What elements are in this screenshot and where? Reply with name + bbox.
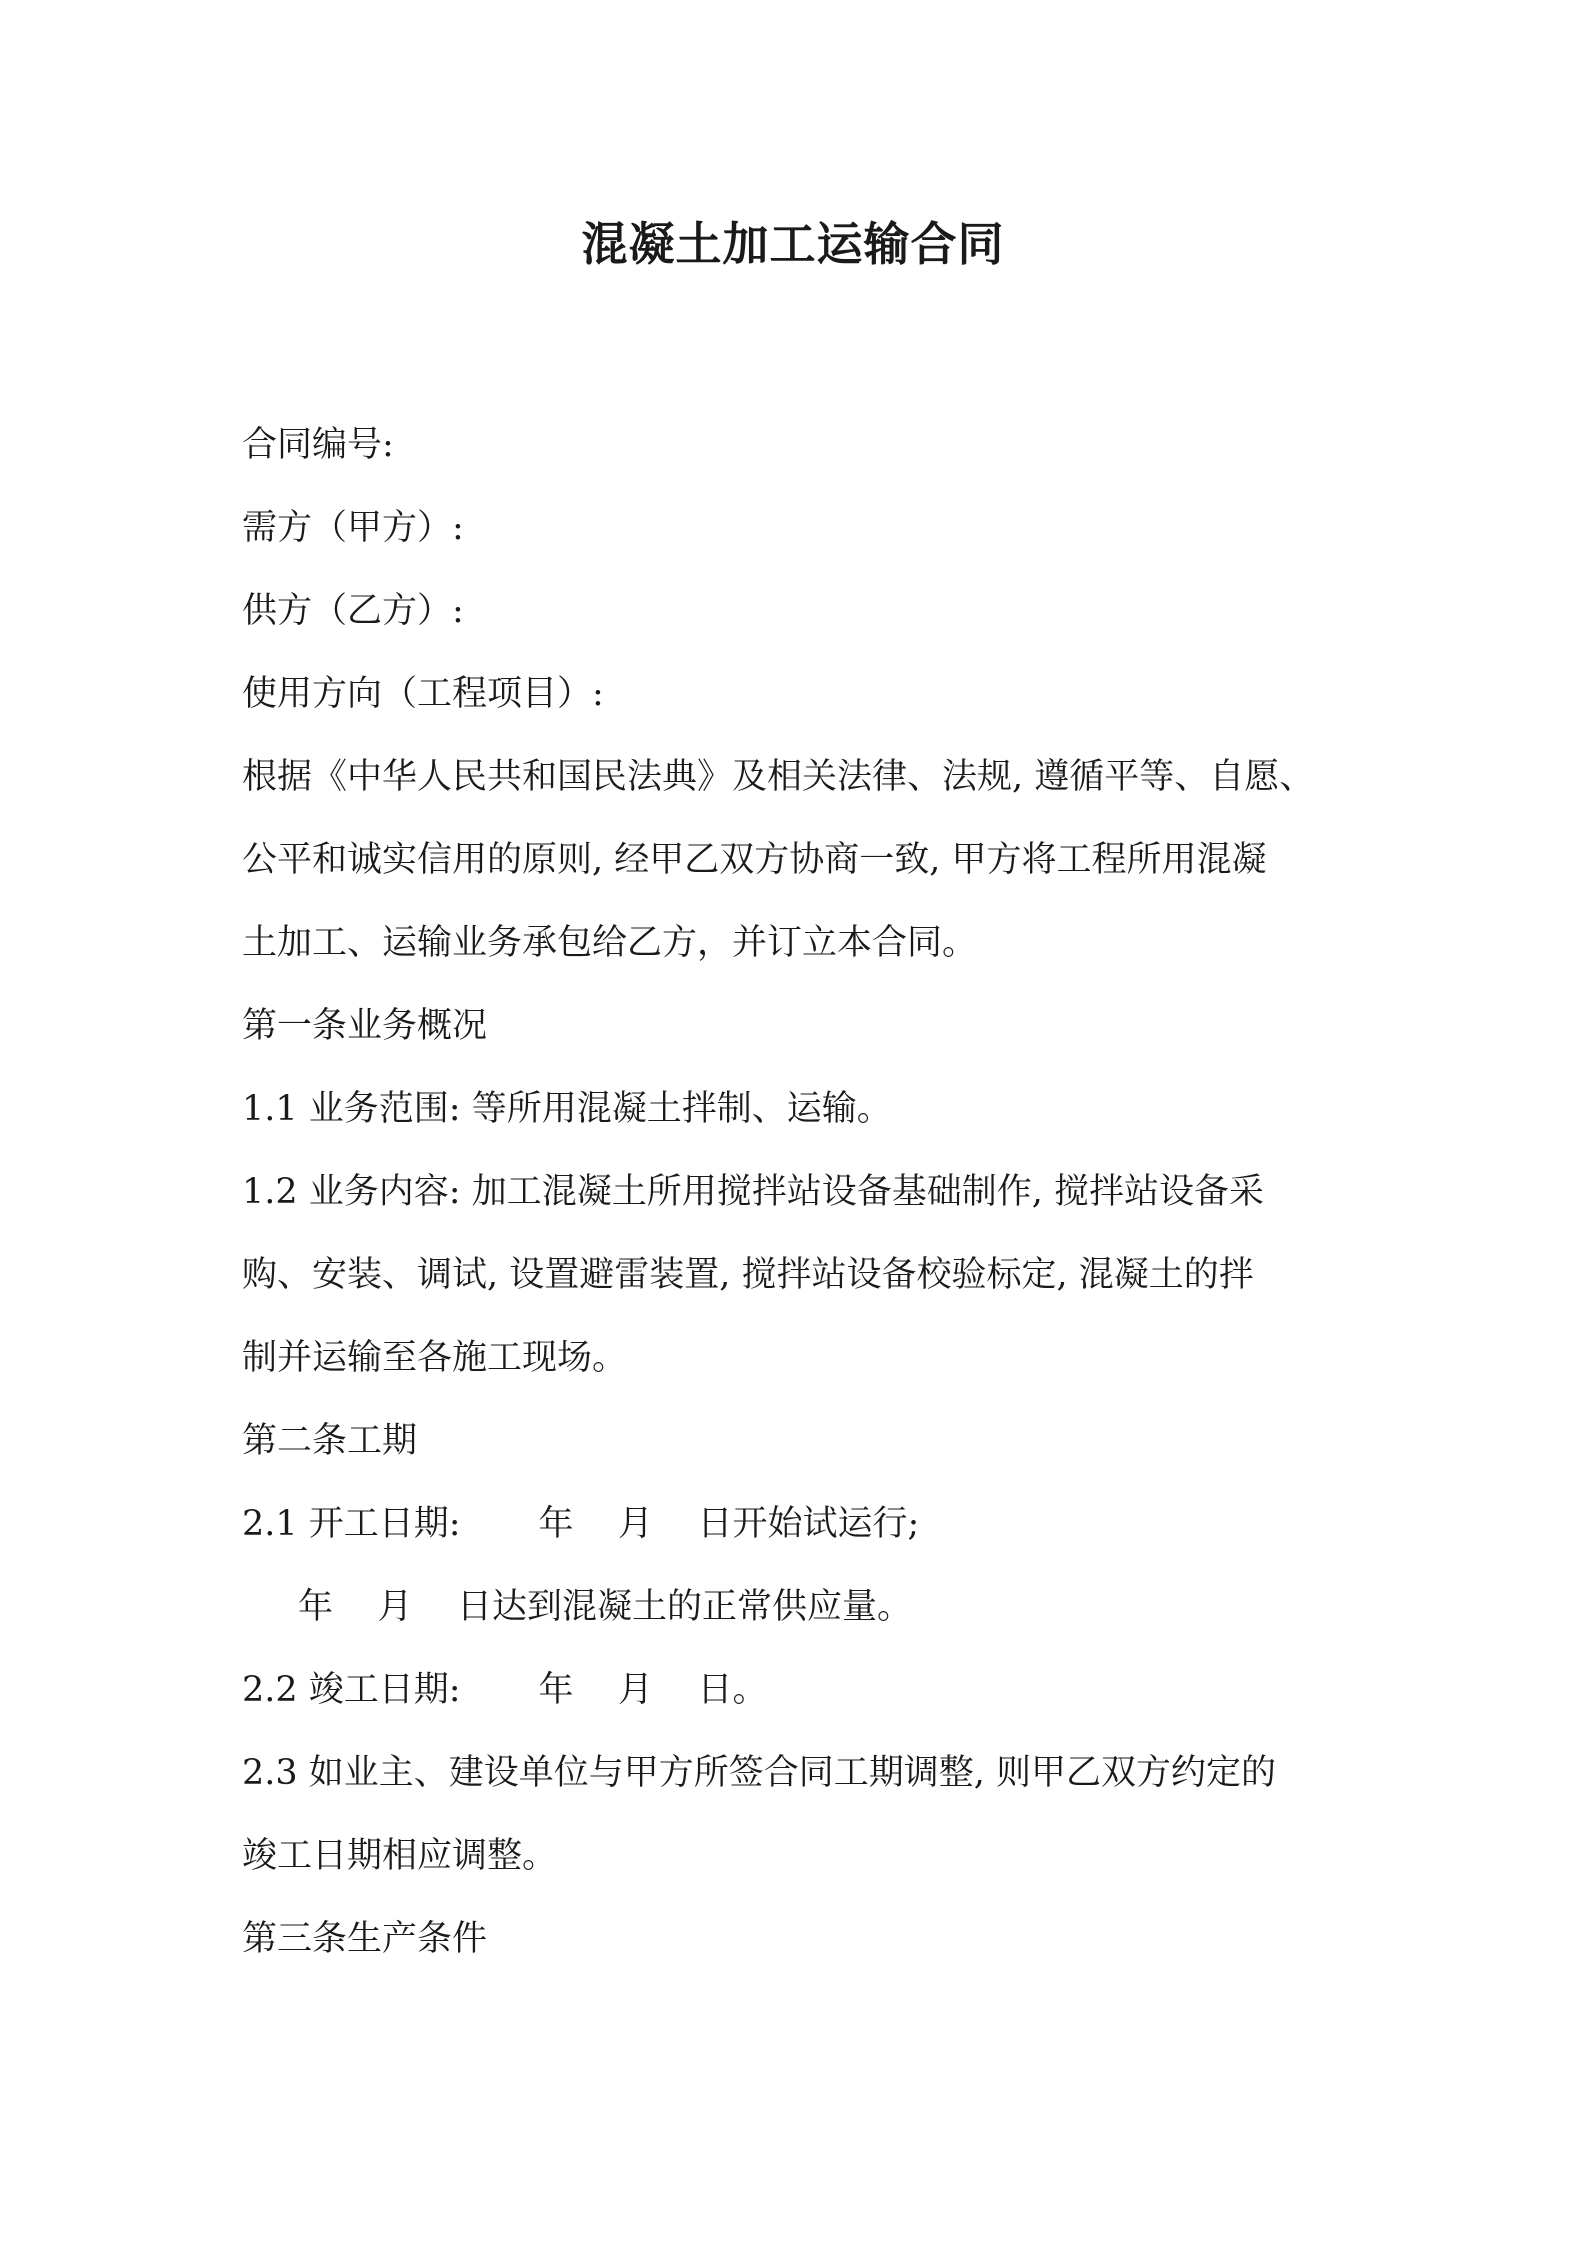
clause-2-3: 2.3 如业主、建设单位与甲方所签合同工期调整, 则甲乙双方约定的 <box>242 1753 1277 1793</box>
clause-1-2: 制并运输至各施工现场。 <box>242 1338 628 1378</box>
preamble-line: 土加工、运输业务承包给乙方，并订立本合同。 <box>242 923 978 963</box>
article-2-heading: 第二条工期 <box>242 1421 418 1461</box>
article-3-heading: 第三条生产条件 <box>242 1919 488 1959</box>
clause-1-1: 1.1 业务范围: 等所用混凝土拌制、运输。 <box>242 1089 892 1129</box>
party-a-line: 需方（甲方）: <box>242 508 464 548</box>
contract-number-line: 合同编号: <box>242 425 394 465</box>
article-1-heading: 第一条业务概况 <box>242 1006 488 1046</box>
clause-1-2: 1.2 业务内容: 加工混凝土所用搅拌站设备基础制作, 搅拌站设备采 <box>242 1172 1264 1212</box>
clause-2-1: 年 月 日达到混凝土的正常供应量。 <box>298 1587 913 1627</box>
clause-2-1: 2.1 开工日期: 年 月 日开始试运行; <box>242 1504 920 1544</box>
preamble-line: 公平和诚实信用的原则, 经甲乙双方协商一致, 甲方将工程所用混凝 <box>242 840 1267 880</box>
document-title: 混凝土加工运输合同 <box>581 217 1005 271</box>
document-body <box>242 404 1362 1981</box>
clause-2-3: 竣工日期相应调整。 <box>242 1836 558 1876</box>
clause-2-2: 2.2 竣工日期: 年 月 日。 <box>242 1670 768 1710</box>
party-b-line: 供方（乙方）: <box>242 591 464 631</box>
project-line: 使用方向（工程项目）: <box>242 674 604 714</box>
clause-1-2: 购、安装、调试, 设置避雷装置, 搅拌站设备校验标定, 混凝土的拌 <box>242 1255 1254 1295</box>
preamble-line: 根据《中华人民共和国民法典》及相关法律、法规, 遵循平等、自愿、 <box>242 757 1315 797</box>
